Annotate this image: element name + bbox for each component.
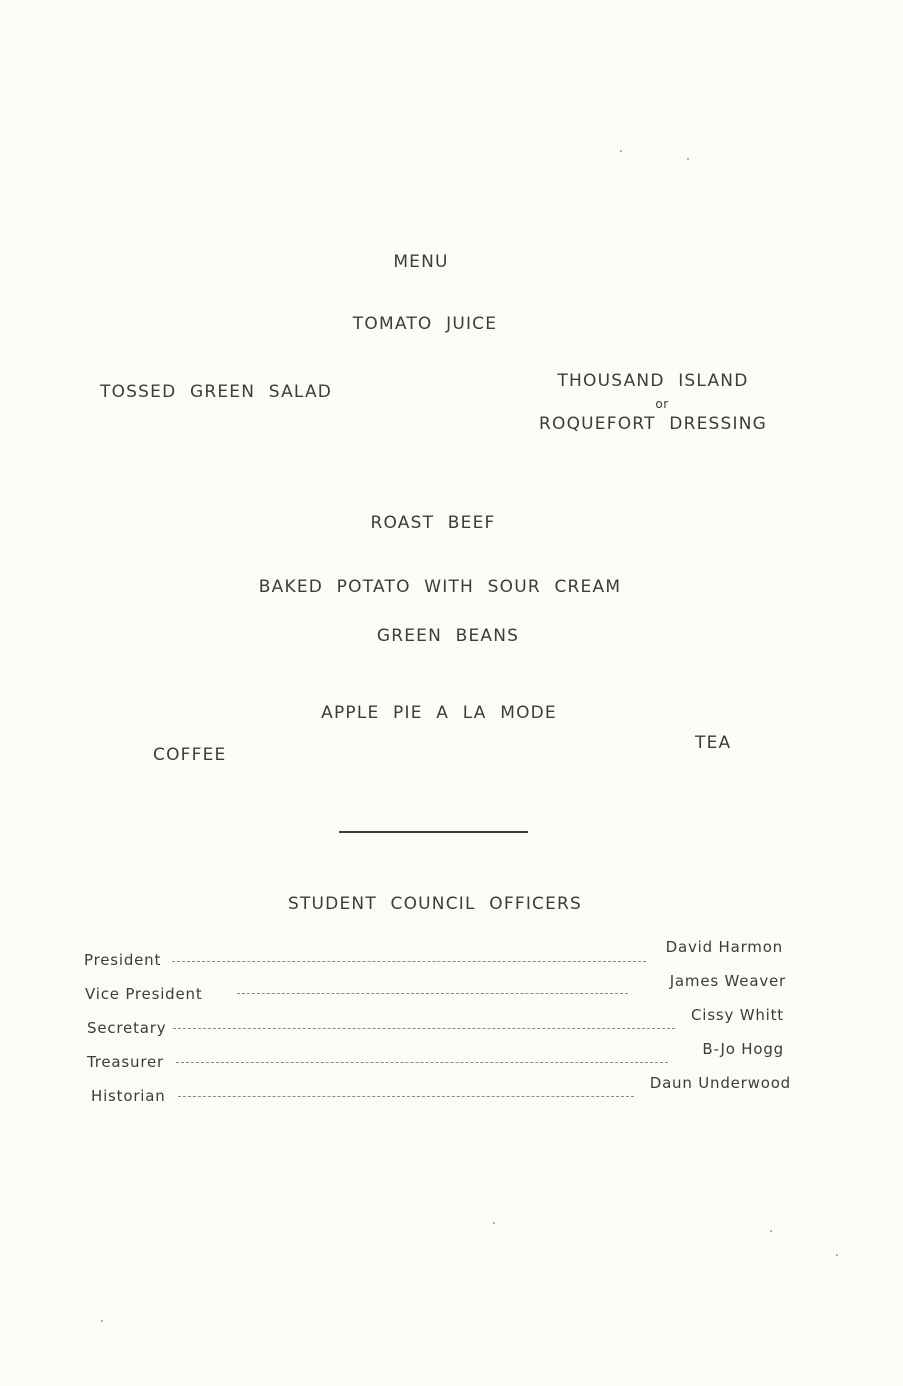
dressing-option-1: THOUSAND ISLAND bbox=[557, 371, 749, 391]
menu-item-starter: TOMATO JUICE bbox=[352, 314, 498, 334]
leader-dots bbox=[173, 1028, 675, 1029]
menu-item-tea: TEA bbox=[695, 733, 732, 753]
paper-speck bbox=[101, 1320, 103, 1322]
dressing-or: or bbox=[655, 397, 669, 411]
officers-heading: STUDENT COUNCIL OFFICERS bbox=[287, 894, 583, 914]
paper-speck bbox=[687, 158, 689, 160]
menu-title: MENU bbox=[393, 252, 449, 272]
menu-item-main: ROAST BEEF bbox=[370, 513, 496, 533]
leader-dots bbox=[172, 961, 646, 962]
officer-name: David Harmon bbox=[665, 938, 783, 956]
paper-speck bbox=[493, 1222, 495, 1224]
officer-role: Historian bbox=[91, 1087, 166, 1105]
paper-speck bbox=[770, 1230, 772, 1232]
paper-speck bbox=[836, 1254, 838, 1256]
menu-item-side-potato: BAKED POTATO WITH SOUR CREAM bbox=[258, 577, 622, 597]
officer-role: Secretary bbox=[87, 1019, 167, 1037]
paper-speck bbox=[620, 150, 622, 152]
menu-item-salad: TOSSED GREEN SALAD bbox=[100, 382, 333, 402]
section-divider bbox=[339, 831, 528, 833]
officer-name: James Weaver bbox=[669, 972, 786, 990]
leader-dots bbox=[176, 1062, 668, 1063]
menu-item-side-beans: GREEN BEANS bbox=[376, 626, 520, 646]
officer-name: Daun Underwood bbox=[649, 1074, 791, 1092]
officer-role: Vice President bbox=[85, 985, 203, 1003]
menu-item-coffee: COFFEE bbox=[153, 745, 227, 765]
officer-name: Cissy Whitt bbox=[691, 1006, 784, 1024]
leader-dots bbox=[178, 1096, 634, 1097]
officer-name: B-Jo Hogg bbox=[702, 1040, 784, 1058]
officer-role: Treasurer bbox=[87, 1053, 164, 1071]
officer-role: President bbox=[84, 951, 162, 969]
dressing-option-2: ROQUEFORT DRESSING bbox=[538, 414, 768, 434]
leader-dots bbox=[237, 993, 628, 994]
menu-item-dessert: APPLE PIE A LA MODE bbox=[321, 703, 557, 723]
